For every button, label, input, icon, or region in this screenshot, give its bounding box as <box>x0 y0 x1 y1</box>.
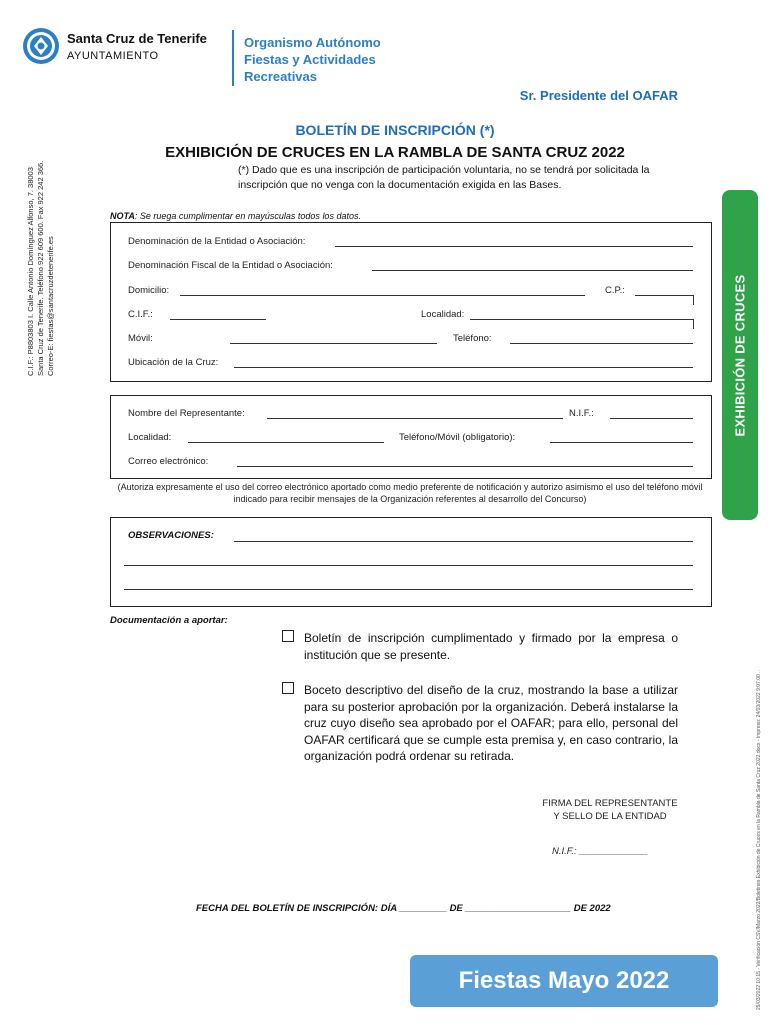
locality-field[interactable] <box>470 319 693 320</box>
cif-label: C.I.F.: <box>128 309 153 320</box>
form-title: BOLETÍN DE INSCRIPCIÓN (*) <box>295 122 495 138</box>
organism-name: Organismo Autónomo Fiestas y Actividades Recreativas <box>244 35 381 84</box>
header-divider <box>232 30 234 86</box>
addressee: Sr. Presidente del OAFAR <box>519 88 678 103</box>
form-subtitle: EXHIBICIÓN DE CRUCES EN LA RAMBLA DE SANTA CRUZ 2022 <box>165 144 625 161</box>
contact-info-vertical: C.I.F.: P8803803 I. Calle Antonio Domínguez Alfonso, 7. 38003 Santa Cruz de Tenerife. Teléfono 922 609 600. Fax 922 242 366. Correo-E: fiestas@santacruzdetenerife.es <box>26 160 55 376</box>
fiscal-name-field[interactable] <box>372 270 693 271</box>
documentation-item-2: Boceto descriptivo del diseño de la cruz, mostrando la base a utilizar para su posterior aprobación por la organización. Deberá instalarse la cruz cuyo diseño sea aprobado por el OAFAR; para ello, personal del OAFAR certificará que se cumple esta premisa y, en caso contrario, la organización podrá ordenar su retirada. <box>304 683 678 763</box>
representative-phone-field[interactable] <box>550 442 693 443</box>
document-reference-vertical: 29/03/2022 10:15 - Verificación CSV/Marzo 2022/Boletines Exhibición de Cruces en la Rambla de Santa Cruz 2022.docx - Impreso: 24/03/2022 9:07:00 .. <box>756 670 762 1010</box>
locality-label: Localidad: <box>421 309 465 320</box>
observations-line-2[interactable] <box>124 565 693 566</box>
cross-location-field[interactable] <box>234 367 693 368</box>
phone-field[interactable] <box>510 343 693 344</box>
municipality-name: Santa Cruz de Tenerife <box>67 31 207 46</box>
observations-line-1[interactable] <box>234 541 693 542</box>
fiestas-banner <box>410 955 718 1007</box>
representative-name-field[interactable] <box>267 418 563 419</box>
municipality-subtitle: AYUNTAMIENTO <box>67 50 159 62</box>
postal-code-field[interactable] <box>635 295 693 296</box>
representative-phone-label: Teléfono/Móvil (obligatorio): <box>399 432 516 443</box>
representative-nif-field[interactable] <box>610 418 693 419</box>
representative-name-label: Nombre del Representante: <box>128 408 245 419</box>
address-field[interactable] <box>180 295 585 296</box>
documentation-item-1: Boletín de inscripción cumplimentado y firmado por la empresa o institución que se presente. <box>304 631 678 662</box>
cif-field[interactable] <box>170 319 266 320</box>
signature-block: FIRMA DEL REPRESENTANTE Y SELLO DE LA ENTIDAD <box>542 798 678 822</box>
representative-email-label: Correo electrónico: <box>128 456 209 467</box>
documentation-checkbox-2[interactable] <box>282 682 294 694</box>
mobile-label: Móvil: <box>128 333 153 344</box>
banner-text: Fiestas Mayo 2022 <box>458 967 670 994</box>
side-tab-label: EXHIBICIÓN DE CRUCES <box>732 273 748 437</box>
form-date-line[interactable]: FECHA DEL BOLETÍN DE INSCRIPCIÓN: DÍA _________ DE ____________________ DE 2022 <box>196 903 611 914</box>
representative-nif-label: N.I.F.: <box>569 408 594 419</box>
observations-label: OBSERVACIONES: <box>128 530 214 541</box>
documentation-label: Documentación a aportar: <box>110 615 228 626</box>
observations-line-3[interactable] <box>124 589 693 590</box>
postal-code-label: C.P.: <box>605 285 625 296</box>
address-label: Domicilio: <box>128 285 170 296</box>
representative-locality-label: Localidad: <box>128 432 172 443</box>
representative-locality-field[interactable] <box>188 442 384 443</box>
representative-email-field[interactable] <box>237 466 693 467</box>
municipal-logo-icon <box>22 27 60 65</box>
consent-text: (Autoriza expresamente el uso del correo electrónico aportado como medio preferente de notificación y autorizo asimismo el uso del teléfono móvil indicado para recibir mensajes de la Organización referentes al desarrollo del Concurso) <box>117 482 703 504</box>
documentation-checkbox-1[interactable] <box>282 630 294 642</box>
entity-name-label: Denominación de la Entidad o Asociación: <box>128 236 306 247</box>
signature-nif-field[interactable]: N.I.F.: _____________ <box>552 846 648 857</box>
entity-name-field[interactable] <box>335 246 693 247</box>
fiscal-name-label: Denominación Fiscal de la Entidad o Asociación: <box>128 260 333 271</box>
nota-instruction: NOTA: Se ruega cumplimentar en mayúsculas todos los datos. <box>110 211 361 221</box>
phone-label: Teléfono: <box>453 333 492 344</box>
mobile-field[interactable] <box>230 343 437 344</box>
cross-location-label: Ubicación de la Cruz: <box>128 357 219 368</box>
footnote: (*) Dado que es una inscripción de participación voluntaria, no se tendrá por solicitada la inscripción que no venga con la documentación exigida en las Bases. <box>238 164 650 191</box>
